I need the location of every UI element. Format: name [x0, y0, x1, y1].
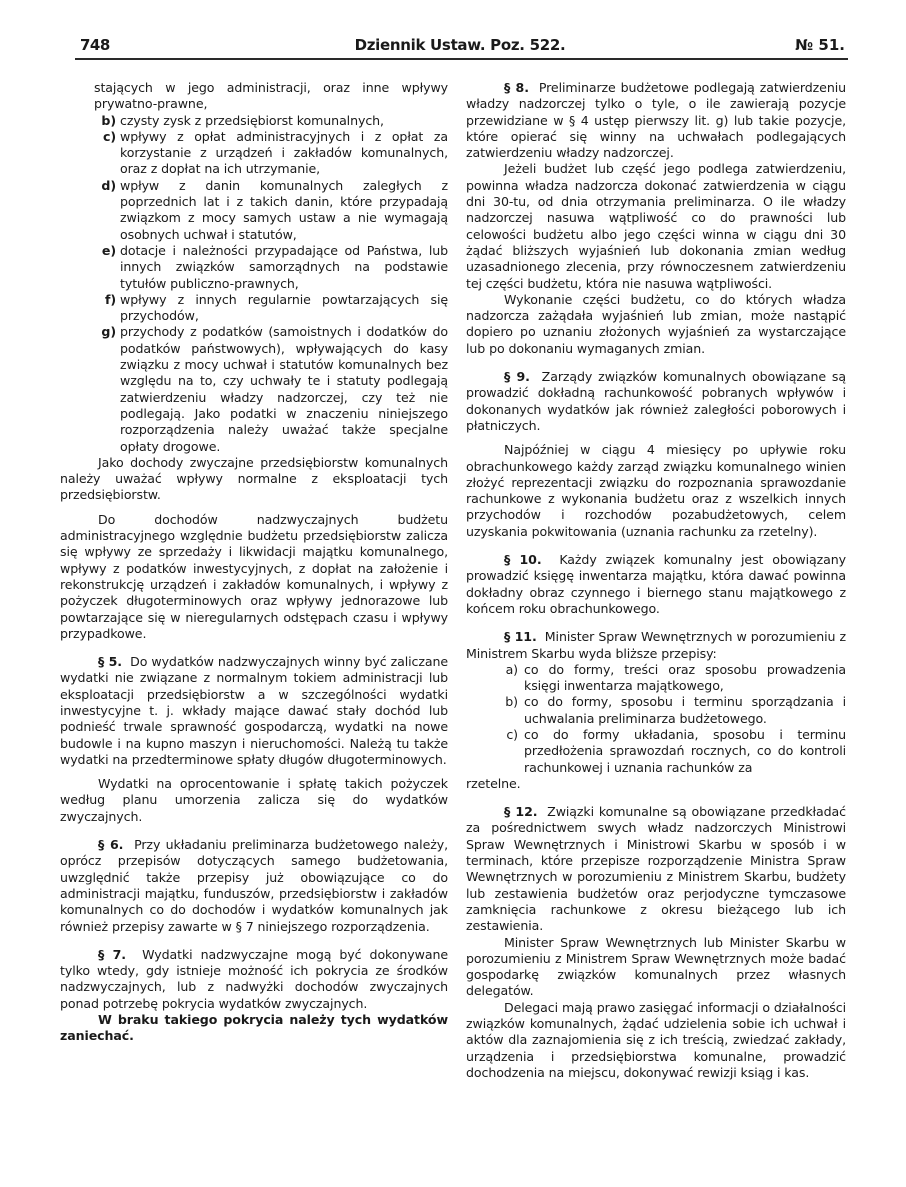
- paragraph-s9-2: Najpóźniej w ciągu 4 miesięcy po upływie roku obrachunkowego każdy zarząd związku komunalnego winien złożyć reprezentacji związku do rozpoznania sprawozdanie rachunkowe z wykonania budżetu oraz z wszelkich innych przychodów i rozchodów pozabudżetowych, celem uzyskania pokwitowania (uznania rachunku za rzetelny).: [466, 442, 846, 539]
- intro-continuation: stających w jego administracji, oraz inne wpływy prywatno-prawne,: [94, 80, 448, 112]
- paragraph-s7-2: W braku takiego pokrycia należy tych wydatków zaniechać.: [60, 1012, 448, 1044]
- list-label: c): [102, 128, 116, 144]
- list-label: g): [101, 324, 116, 340]
- list-label: b): [505, 694, 518, 710]
- paragraph-s8-2: Jeżeli budżet lub część jego podlega zatwierdzeniu, powinna władza nadzorcza dokonać zatwierdzenia w ciągu dni 30-tu, od dnia otrzymania preliminarza. O ile władzy nadzorczej nasuwa wątpliwość co do prawności lub celowości budżetu albo jego części winna w ciągu dni 30 żądać bliższych wyjaśnień lub dokonania zmian według uzasadnionego zlecenia, przy równoczesnem zatwierdzeniu tej części budżetu, która nie nasuwa wątpliwości.: [466, 161, 846, 291]
- s11-item-b: [466, 694, 846, 727]
- list-label: b): [101, 112, 116, 128]
- list-text: przychody z podatków (samoistnych i dodatków do podatków państwowych), wpływających do kasy związku z mocy uchwał i statutów komunalnych bez względu na to, czy uchwały te i statuty podlegają zatwierdzeniu władzy nadzorczej, czy też nie podlegają. Jako podatki w znaczeniu niniejszego rozporządzenia należy uważać także specjalne opłaty drogowe.: [120, 324, 448, 454]
- section-8: [466, 80, 846, 161]
- section-number: § 9.: [504, 369, 530, 385]
- section-7: [60, 947, 448, 1012]
- section-number: § 8.: [504, 80, 529, 95]
- section-text: Do wydatków nadzwyczajnych winny być zaliczane wydatki nie związane z normalnym tokiem administracji lub eksploatacji przedsiębiorstw a w szczególności wydatki inwestycyjne t. j. wkłady mające dawać stały dochód lub podnieść trwale sprawność gospodarczą, wydatki na nowe budowle i na kupno maszyn i nieruchomości. Należą tu także wydatki na przedterminowe spłaty długów długoterminowych.: [60, 654, 448, 767]
- list-text: wpływy z innych regularnie powtarzających się przychodów,: [120, 291, 448, 324]
- paragraph-dochody-nadzwyczajne: Do dochodów nadzwyczajnych budżetu administracyjnego względnie budżetu przedsiębiorstw zalicza się wpływy ze sprzedaży i likwidacji majątku komunalnego, wpływy z podatków inwestycyjnych, z dopłat na założenie i rekonstrukcję urządzeń i zakładów komunalnych, i wpływy z pożyczek długoterminowych oraz wpływy jednorazowe lub powtarzające się w nieregularnych odstępach czasu i wpływy przypadkowe.: [60, 511, 448, 641]
- left-column: [60, 80, 448, 1045]
- section-number: § 7.: [98, 946, 126, 962]
- paragraph-s5-2: Wydatki na oprocentowanie i spłatę takich pożyczek według planu umorzenia zalicza się do wydatków zwyczajnych.: [60, 776, 448, 824]
- page-header: [75, 30, 845, 54]
- paragraph-s12-2: Minister Spraw Wewnętrznych lub Minister Skarbu w porozumieniu z Ministrem Spraw Wewnętrznych może badać gospodarkę związków komunalnych przez własnych delegatów.: [466, 934, 846, 999]
- right-column: [466, 80, 846, 1081]
- list-text: wpływ z danin komunalnych zaległych z poprzednich lat i z takich danin, które przypadają związkom z mocy samych ustaw a nie wymagają osobnych uchwał i statutów,: [120, 177, 448, 242]
- section-number: § 11.: [504, 629, 537, 645]
- list-text: wpływy z opłat administracyjnych i z opłat za korzystanie z urządzeń i zakładów komunalnych, oraz z dopłat na ich utrzymanie,: [120, 128, 448, 177]
- s11-item-c: [466, 727, 846, 776]
- section-number: § 10.: [504, 552, 542, 568]
- section-text: Przy układaniu preliminarza budżetowego należy, oprócz przepisów dotyczących samego budżetowania, uwzględnić także przepisy już obowiązujące co do administracji majątku, funduszów, przedsiębiorstw i zakładów komunalnych co do dochodów i wydatków komunalnych jak również przepisy zawarte w § 7 niniejszego rozporządzenia.: [60, 837, 448, 934]
- list-label: e): [101, 242, 116, 258]
- s11-tail: rzetelne.: [466, 775, 521, 791]
- list-text: dotacje i należności przypadające od Państwa, lub innych związków samorządnych na podstawie tytułów publiczno-prawnych,: [120, 242, 448, 291]
- list-label: c): [506, 726, 518, 742]
- journal-title: Dziennik Ustaw. Poz. 522.: [354, 36, 566, 54]
- list-text: co do formy, sposobu i terminu sporządzania i uchwalania preliminarza budżetowego.: [524, 694, 846, 726]
- paragraph-s12-3: Delegaci mają prawo zasięgać informacji o działalności związków komunalnych, żądać udzielenia sobie ich uchwał i aktów dla zaznajomienia się z ich treścią, zwiedzać zakłady, urządzenia i przedsiębiorstwa komunalne, prowadzić dochodzenia na miejscu, dokonywać rewizji ksiąg i kas.: [466, 999, 846, 1080]
- section-number: § 6.: [98, 837, 124, 853]
- section-number: § 12.: [504, 804, 538, 820]
- section-5: [60, 654, 448, 768]
- issue-number: № 51.: [795, 36, 845, 54]
- section-text: Minister Spraw Wewnętrznych w porozumieniu z Ministrem Skarbu wyda bliższe przepisy:: [466, 629, 846, 661]
- list-item-c: [60, 129, 448, 178]
- section-12: [466, 804, 846, 934]
- section-text: Zarządy związków komunalnych obowiązane są prowadzić dokładną rachunkowość pobranych wpływów i dokonanych wydatków jak również zaległości poborowych i płatniczych.: [466, 369, 846, 433]
- section-number: § 5.: [98, 654, 122, 670]
- section-text: Każdy związek komunalny jest obowiązany prowadzić księgę inwentarza majątku, która dawać powinna dokładny obraz czynnego i biernego stanu majątkowego z końcem roku obrachunkowego.: [466, 552, 846, 616]
- section-11: [466, 629, 846, 662]
- list-label: d): [101, 177, 116, 193]
- list-item-d: [60, 178, 448, 243]
- section-text: Związki komunalne są obowiązane przedkładać za pośrednictwem swych władz nadzorczych Ministrowi Spraw Wewnętrznych i Ministrowi Skarbu w sposób i w terminach, które przepisze rozporządzenie Ministra Spraw Wewnętrznych w porozumieniu z Ministrem Skarbu, budżety lub zestawienia budżetów oraz perjodyczne tymczasowe zamknięcia rachunkowe z okresu bieżącego lub ich zestawienia.: [466, 804, 846, 934]
- section-text: Preliminarze budżetowe podlegają zatwierdzeniu władzy nadzorczej tylko o tyle, o ile zawierają pozycje przewidziane w § 4 ustęp pierwszy lit. g) lub takie pozycje, które opierać się winny na uchwałach podlegających zatwierdzeniu władzy nadzorczej.: [466, 80, 846, 161]
- paragraph-s8-3: Wykonanie części budżetu, co do których władza nadzorcza zażądała wyjaśnień lub zmian, może nastąpić dopiero po uznaniu złożonych wyjaśnień za wystarczające lub po dokonaniu wymaganych zmian.: [466, 291, 846, 356]
- list-item-f: [60, 292, 448, 325]
- list-label: a): [505, 661, 518, 677]
- list-item-g: [60, 324, 448, 454]
- list-label: f): [104, 291, 116, 307]
- s11-item-a: [466, 662, 846, 695]
- section-6: [60, 837, 448, 935]
- section-9: [466, 369, 846, 434]
- section-10: [466, 552, 846, 617]
- list-item-e: [60, 243, 448, 292]
- list-text: co do formy, treści oraz sposobu prowadzenia księgi inwentarza majątkowego,: [524, 661, 846, 694]
- page-number: 748: [80, 36, 110, 54]
- list-item-b: [60, 113, 448, 129]
- list-text: czysty zysk z przedsiębiorst komunalnych,: [120, 112, 384, 128]
- header-divider: [75, 58, 848, 60]
- paragraph-dochody-zwyczajne: Jako dochody zwyczajne przedsiębiorstw komunalnych należy uważać wpływy normalne z eksploatacji tych przedsiębiorstw.: [60, 454, 448, 503]
- list-text: co do formy układania, sposobu i terminu przedłożenia sprawozdań rocznych, co do kontroli rachunkowej i uznania rachunków za: [524, 726, 846, 775]
- section-text: Wydatki nadzwyczajne mogą być dokonywane tylko wtedy, gdy istnieje możność ich pokrycia ze środków nadzwyczajnych, lub z nadwyżki dochodów zwyczajnych ponad potrzebę pokrycia wydatków zwyczajnych.: [60, 946, 448, 1011]
